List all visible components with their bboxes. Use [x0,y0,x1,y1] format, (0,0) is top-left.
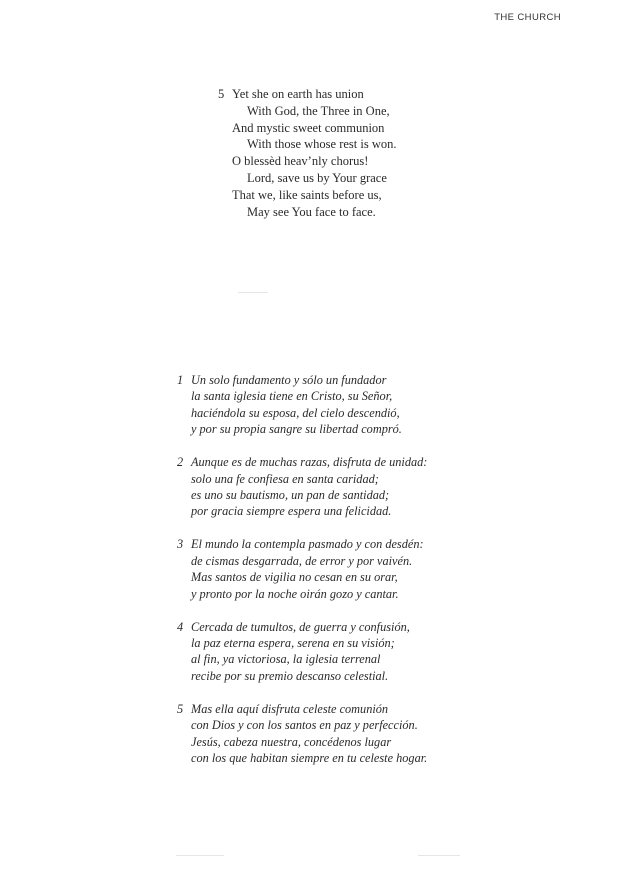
spanish-stanza-1 [177,372,427,438]
verse-line: O blessèd heav’nly chorus! [232,154,369,169]
verse-line: por gracia siempre espera una felicidad. [191,504,392,519]
divider [238,292,268,293]
verse-line: That we, like saints before us, [232,187,382,202]
divider [418,855,460,856]
verse-number: 2 [177,455,184,470]
verse-line: la paz eterna espera, serena en su visión; [191,636,395,651]
verse-line: Lord, save us by Your grace [247,170,387,185]
verse-line: Aunque es de muchas razas, disfruta de unidad: [191,455,428,470]
verse-line: With those whose rest is won. [247,137,397,152]
verse-line: El mundo la contempla pasmado y con desdén: [191,537,424,552]
spanish-stanzas [177,372,427,783]
verse-line: Mas ella aquí disfruta celeste comunión [191,701,389,716]
verse-line: con los que habitan siempre en tu celeste hogar. [191,751,428,766]
divider [176,855,224,856]
verse-number: 1 [177,373,184,387]
verse-line: With God, the Three in One, [247,103,390,118]
english-stanza-5 [218,86,396,220]
verse-line: Jesús, cabeza nuestra, concédenos lugar [191,734,392,749]
verse-line: y pronto por la noche oirán gozo y cantar. [191,586,399,601]
verse-line: la santa iglesia tiene en Cristo, su Señor, [191,389,393,404]
verse-number: 4 [177,619,184,634]
verse-line: solo una fe confiesa en santa caridad; [191,471,379,486]
verse-line: al fin, ya victoriosa, la iglesia terrenal [191,652,381,667]
verse-number: 5 [177,701,184,716]
verse-line: haciéndola su esposa, del cielo descendió, [191,405,400,420]
verse-line: y por su propia sangre su libertad compró. [191,422,402,437]
verse-line: recibe por su premio descanso celestial. [191,668,389,683]
spanish-stanza-5 [177,701,427,767]
verse-line: And mystic sweet communion [232,120,385,135]
spanish-stanza-3 [177,536,427,602]
verse-number: 3 [177,537,184,552]
verse-line: de cismas desgarrada, de error y por vaivén. [191,553,413,568]
spanish-stanza-2 [177,454,427,520]
spanish-stanza-4 [177,619,427,685]
verse-line: Mas santos de vigilia no cesan en su orar, [191,570,398,585]
verse-line: con Dios y con los santos en paz y perfección. [191,718,418,733]
verse-line: es uno su bautismo, un pan de santidad; [191,488,390,503]
verse-line: May see You face to face. [247,204,376,219]
verse-line: Cercada de tumultos, de guerra y confusión, [191,619,410,634]
verse-number: 5 [218,87,225,101]
verse-line: Un solo fundamento y sólo un fundador [191,373,387,387]
verse-line: 5 Yet she on earth has union [218,87,364,101]
running-header: THE CHURCH [494,12,561,23]
